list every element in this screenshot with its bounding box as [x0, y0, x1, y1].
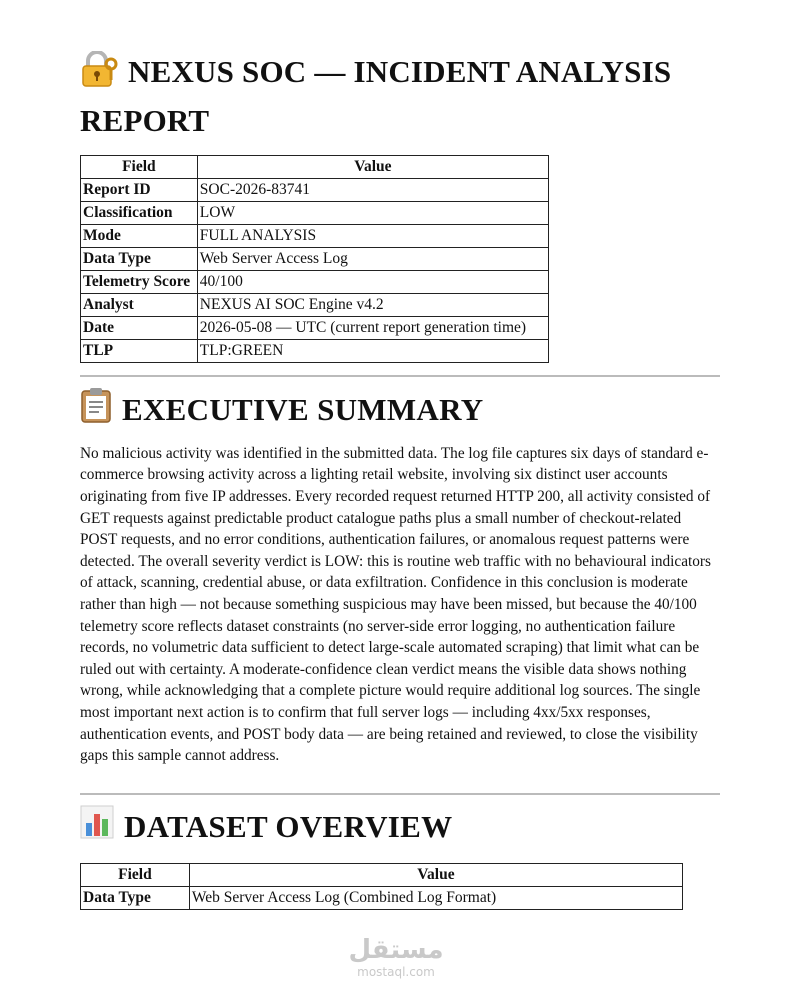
table-row: [81, 270, 549, 293]
value-cell: 40/100: [197, 270, 548, 293]
section-heading-dataset-overview: [80, 805, 720, 849]
field-cell: Data Type: [81, 886, 190, 909]
watermark-latin-text: mostaql.com: [357, 965, 435, 979]
table-row: [81, 293, 549, 316]
field-cell: Date: [81, 316, 198, 339]
table-row: [81, 201, 549, 224]
value-cell: LOW: [197, 201, 548, 224]
value-cell: SOC-2026-83741: [197, 178, 548, 201]
section-title: EXECUTIVE SUMMARY: [122, 391, 484, 427]
table-row: [81, 224, 549, 247]
table-row: [81, 339, 549, 362]
field-cell: Report ID: [81, 178, 198, 201]
report-page: [80, 50, 720, 910]
section-divider: [80, 793, 720, 795]
column-header-value: Value: [197, 155, 548, 178]
table-header-row: [81, 155, 549, 178]
bar-chart-icon: [80, 805, 114, 849]
mostaql-watermark-logo: [346, 935, 446, 979]
report-title-text: NEXUS SOC — INCIDENT ANALYSIS REPORT: [80, 54, 672, 138]
value-cell: 2026-05-08 — UTC (current report generation time): [197, 316, 548, 339]
field-cell: TLP: [81, 339, 198, 362]
value-cell: Web Server Access Log (Combined Log Format): [189, 886, 682, 909]
table-row: [81, 247, 549, 270]
table-row: [81, 316, 549, 339]
value-cell: FULL ANALYSIS: [197, 224, 548, 247]
section-divider: [80, 375, 720, 377]
field-cell: Telemetry Score: [81, 270, 198, 293]
value-cell: NEXUS AI SOC Engine v4.2: [197, 293, 548, 316]
locked-with-key-icon: [80, 51, 118, 99]
table-row: [81, 886, 683, 909]
watermark-arabic-text: مستقل: [348, 935, 444, 965]
executive-summary-paragraph: No malicious activity was identified in the submitted data. The log file captures six days of standard e-commerce browsing activity across a lighting retail website, involving six distinct user accounts originating from five IP addresses. Every recorded request returned HTTP 200, all activity consisted of GET requests against predictable product catalogue paths plus a small number of checkout-related POST requests, and no error conditions, authentication failures, or anomalous request patterns were detected. The overall severity verdict is LOW: this is routine web traffic with no behavioural indicators of attack, scanning, credential abuse, or data exfiltration. Confidence in this conclusion is moderate rather than high — not because something suspicious may have been missed, but because the 40/100 telemetry score reflects dataset constraints (no server-side error logging, no authentication failure records, no volumetric data sufficient to detect large-scale automated scraping) that limit what can be ruled out with certainty. A moderate-confidence clean verdict means the visible data shows nothing wrong, while acknowledging that a complete picture would require additional log sources. The single most important next action is to confirm that full server logs — including 4xx/5xx responses, authentication events, and POST body data — are being retained and reviewed, to close the visibility gaps this sample cannot address.: [80, 444, 711, 765]
field-cell: Analyst: [81, 293, 198, 316]
column-header-field: Field: [81, 863, 190, 886]
value-cell: Web Server Access Log: [197, 247, 548, 270]
report-meta-table: [80, 155, 549, 363]
value-cell: TLP:GREEN: [197, 339, 548, 362]
field-cell: Data Type: [81, 247, 198, 270]
section-title: DATASET OVERVIEW: [124, 808, 453, 844]
column-header-value: Value: [189, 863, 682, 886]
dataset-overview-table: [80, 863, 683, 910]
clipboard-icon: [80, 387, 112, 433]
page-title: [80, 50, 720, 143]
field-cell: Mode: [81, 224, 198, 247]
column-header-field: Field: [81, 155, 198, 178]
field-cell: Classification: [81, 201, 198, 224]
table-row: [81, 178, 549, 201]
section-heading-executive-summary: [80, 387, 720, 433]
table-header-row: [81, 863, 683, 886]
